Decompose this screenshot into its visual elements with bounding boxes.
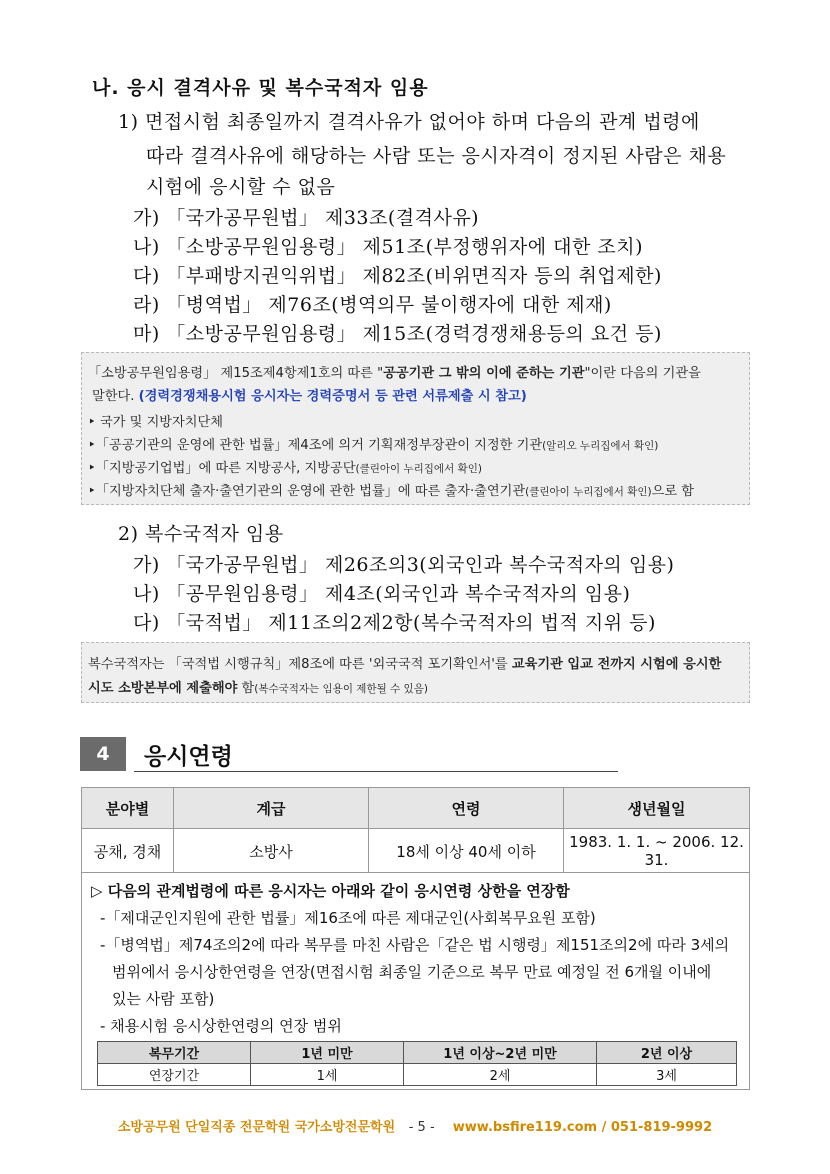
table-row [82,829,750,874]
item1-line-3: 시험에 응시할 수 없음 [146,176,336,198]
notice-text: (복수국적자는 임용이 제한될 수 있음) [254,683,428,695]
extension-table [97,1041,737,1086]
table-header: 1년 이상~2년 미만 [404,1042,597,1064]
institution-bullet: ‣「지방공기업법」에 따른 지방공사, 지방공단(클린아이 누리집에서 확인) [88,461,482,476]
table-cell: 3세 [597,1064,737,1086]
table-cell: 1983. 1. 1. ~ 2006. 12. 31. [564,829,750,874]
table-row [98,1064,737,1086]
table-header: 복무기간 [98,1042,251,1064]
notice-text: 말한다. [92,389,139,404]
notice-emphasis: 시도 소방본부에 제출해야 [88,681,238,696]
age-extension-note-box [81,872,750,1090]
note-line: -「제대군인지원에 관한 법률」제16조에 따른 제대군인(사회복무요원 포함) [100,909,596,927]
law-item: 다) 「부패방지권익위법」 제82조(비위면직자 등의 취업제한) [133,265,662,287]
notice-text: 함 [237,681,255,696]
section-number-badge: 4 [80,737,126,771]
notice-text: 「소방공무원임용령」 제15조제4항제1호의 따른 " [88,366,384,381]
institution-bullet: ‣「공공기관의 운영에 관한 법률」제4조에 의거 기획재정부장관이 지정한 기관(알리오 누리집에서 확인) [88,438,659,453]
page-number: - 5 - [408,1120,435,1135]
institution-bullet: ‣「지방자치단체 출자·출연기관의 운영에 관한 법률」에 따른 출자·출연기관(클린아이 누리집에서 확인)으로 함 [88,484,694,499]
item1-line-2: 따라 결격사유에 해당하는 사람 또는 응시자격이 정지된 사람은 채용 [146,145,727,167]
law-item: 라) 「병역법」 제76조(병역의무 불이행자에 대한 제재) [133,294,612,316]
notice-reference: (경력경쟁채용시험 응시자는 경력증명서 등 관련 서류제출 시 참고) [138,389,527,404]
table-header: 분야별 [82,788,174,829]
page-footer [0,1116,830,1135]
note-line: -「병역법」제74조의2에 따라 복무를 마친 사람은「같은 법 시행령」제151조의2에 따라 3세의 [100,936,730,954]
table-cell: 18세 이상 40세 이하 [369,829,564,874]
table-header: 1년 미만 [251,1042,404,1064]
notice-emphasis: 교육기관 입교 전까지 시험에 응시한 [511,657,722,672]
notice-text: 복수국적자는 「국적법 시행규칙」제8조에 따른 '외국국적 포기확인서'를 [88,657,512,672]
law-item: 가) 「국가공무원법」 제33조(결격사유) [133,207,480,229]
table-cell: 연장기간 [98,1064,251,1086]
footer-contact: www.bsfire119.com / 051-819-9992 [452,1120,713,1135]
table-cell: 1세 [251,1064,404,1086]
note-line: 있는 사람 포함) [112,990,215,1008]
table-cell: 소방사 [174,829,369,874]
heading-underline [134,771,618,772]
table-header: 계급 [174,788,369,829]
note-heading: ▷ 다음의 관계법령에 따른 응시자는 아래와 같이 응시연령 상한을 연장함 [91,882,570,900]
section-title: 나. 응시 결격사유 및 복수국적자 임용 [92,77,429,99]
institution-bullet: ‣ 국가 및 지방자치단체 [88,415,224,430]
table-header: 2년 이상 [597,1042,737,1064]
public-institution-notice-box [81,352,750,505]
table-cell: 2세 [404,1064,597,1086]
table-header: 연령 [369,788,564,829]
law-item: 나) 「소방공무원임용령」 제51조(부정행위자에 대한 조치) [133,236,644,258]
notice-emphasis: 공공기관 그 밖의 이에 준하는 기관 [383,366,585,381]
table-header: 생년월일 [564,788,750,829]
item2-title: 2) 복수국적자 임용 [118,523,284,545]
notice-text: "이란 다음의 기관을 [584,366,701,381]
dual-citizen-notice-box [81,642,750,703]
law-item: 나) 「공무원임용령」 제4조(외국인과 복수국적자의 임용) [133,583,631,605]
section-heading: 응시연령 [144,744,233,770]
law-item: 가) 「국가공무원법」 제26조의3(외국인과 복수국적자의 임용) [133,554,675,576]
item1-line-1: 1) 면접시험 최종일까지 결격사유가 없어야 하며 다음의 관계 법령에 [118,111,700,133]
law-item: 다) 「국적법」 제11조의2제2항(복수국적자의 법적 지위 등) [133,612,656,634]
table-cell: 공채, 경채 [82,829,174,874]
note-line: - 채용시험 응시상한연령의 연장 범위 [100,1017,342,1035]
age-table [81,787,750,874]
footer-academy: 소방공무원 단일직종 전문학원 국가소방전문학원 [117,1120,396,1135]
law-item: 마) 「소방공무원임용령」 제15조(경력경쟁채용등의 요건 등) [133,323,662,345]
note-line: 범위에서 응시상한연령을 연장(면접시험 최종일 기준으로 복무 만료 예정일 전 6개월 이내에 [112,963,712,981]
